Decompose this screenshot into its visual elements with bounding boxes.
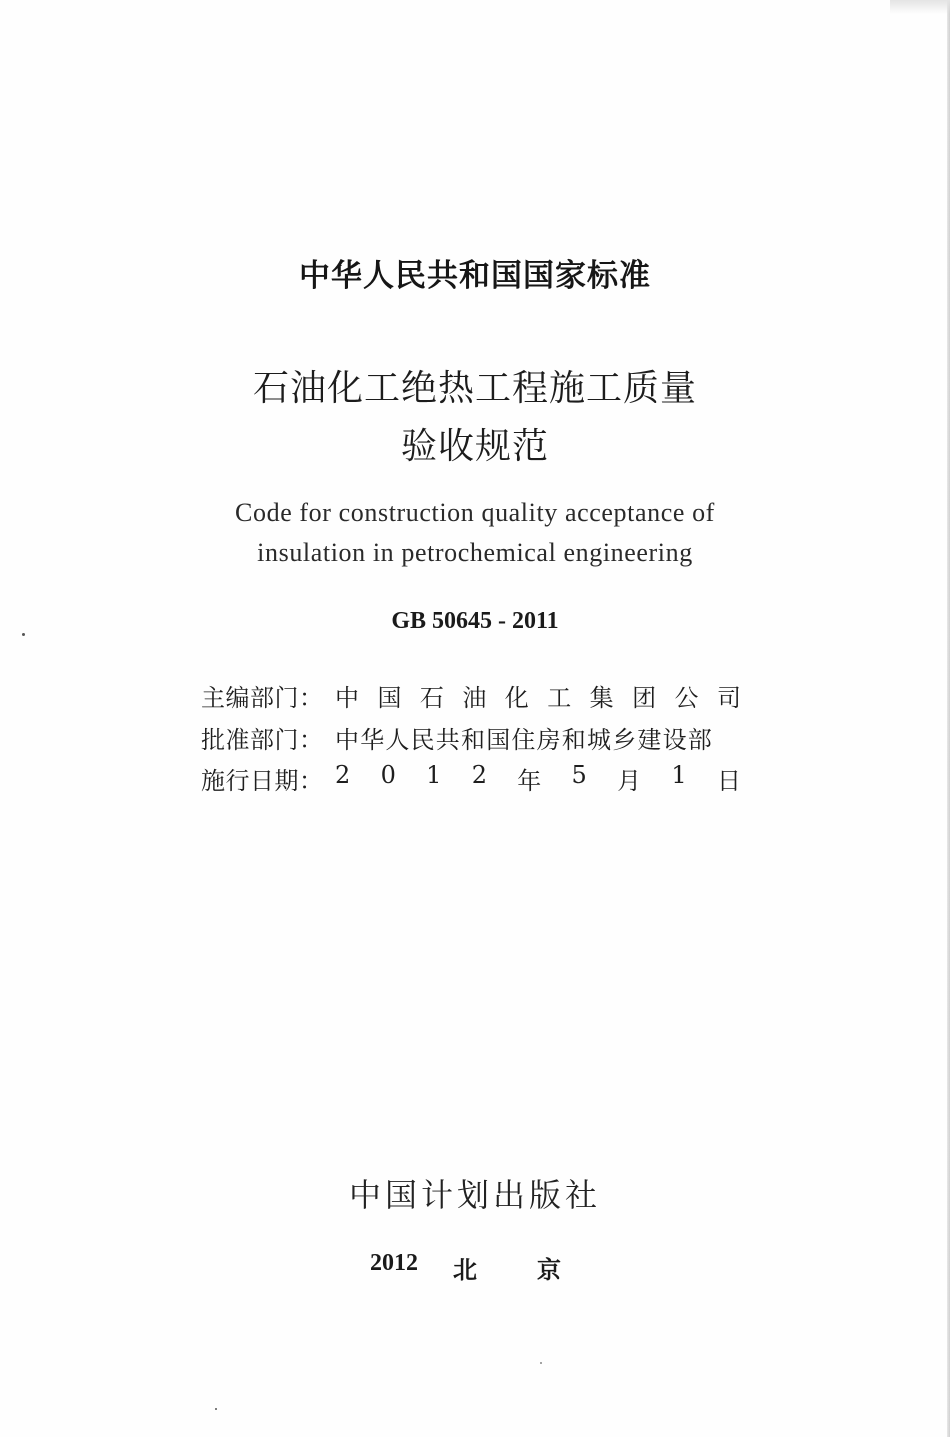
editor-department-char: 石	[419, 684, 444, 712]
effective-date-value	[335, 761, 741, 796]
editor-department-char: 中	[335, 684, 359, 712]
editor-department-char: 司	[716, 684, 741, 712]
editor-department-char: 工	[547, 684, 572, 712]
effective-date-char: 月	[617, 767, 642, 795]
publisher-name: 中国计划出版社	[348, 1176, 601, 1214]
title-en-line-1: Code for construction quality acceptance of	[235, 498, 715, 527]
national-standard-heading: 中华人民共和国国家标准	[299, 258, 651, 294]
approver-department-value: 中华人民共和国住房和城乡建设部	[335, 726, 713, 754]
editor-department-row	[201, 678, 741, 712]
effective-date-char: 年	[517, 767, 542, 795]
effective-date-char: 1	[671, 761, 687, 789]
editor-department-char: 集	[589, 684, 614, 712]
editor-department-char: 化	[504, 684, 529, 712]
effective-date-char: 2	[335, 761, 351, 789]
editor-department-value	[335, 678, 741, 713]
title-en-line-2: insulation in petrochemical engineering	[257, 538, 693, 567]
scan-corner-shadow	[890, 0, 950, 14]
effective-date-char: 日	[716, 767, 741, 795]
editor-department-char: 油	[462, 684, 487, 712]
editor-department-char: 团	[632, 684, 657, 712]
editor-department-char: 公	[674, 684, 699, 712]
scan-speck	[540, 1362, 542, 1364]
approver-department-row	[201, 720, 741, 754]
title-cn-line-1: 石油化工绝热工程施工质量	[252, 368, 697, 409]
scan-speck	[215, 1408, 217, 1410]
editor-department-char: 国	[377, 684, 402, 712]
effective-date-char: 5	[571, 761, 587, 789]
effective-date-char: 0	[380, 761, 396, 789]
publication-city-char: 京	[537, 1256, 561, 1284]
effective-date-char: 2	[471, 761, 487, 789]
publication-year: 2012	[370, 1250, 418, 1276]
publication-city-char: 北	[453, 1256, 477, 1284]
effective-date-row	[201, 761, 741, 795]
publication-city	[453, 1250, 561, 1285]
approver-department-label: 批准部门：	[201, 726, 324, 754]
editor-department-label: 主编部门：	[201, 684, 324, 712]
effective-date-label: 施行日期：	[201, 767, 324, 795]
standard-code: GB 50645 - 2011	[391, 608, 559, 634]
title-cn-line-2: 验收规范	[400, 426, 549, 467]
effective-date-char: 1	[426, 761, 442, 789]
